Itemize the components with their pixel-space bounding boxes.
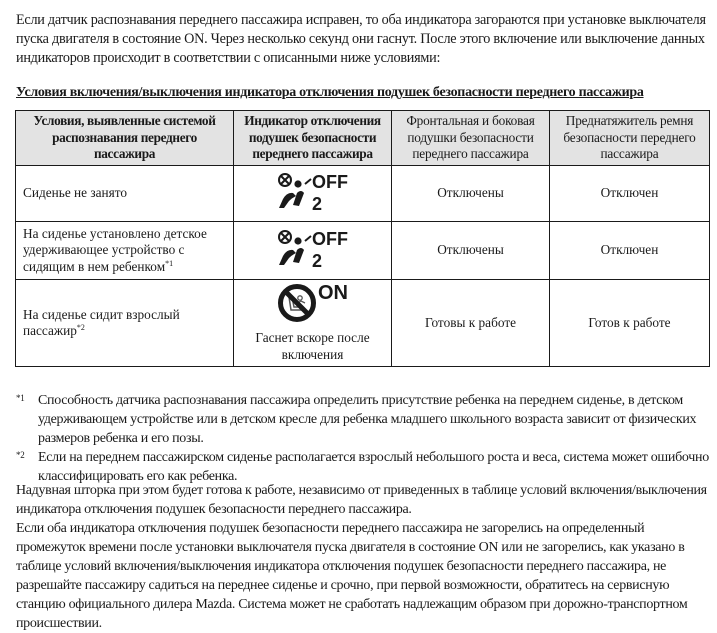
condition-cell (16, 222, 234, 280)
table-row (16, 222, 710, 280)
outro-section (16, 481, 710, 633)
intro-paragraph (16, 11, 708, 68)
airbags-cell: Отключены (392, 166, 550, 222)
header-conditions: Условия, выявленные системой распознавания переднего пассажира (16, 111, 234, 166)
condition-cell (16, 166, 234, 222)
condition-text: На сиденье сидит взрослый пассажир (23, 306, 180, 338)
condition-text: Сиденье не занято (23, 185, 128, 201)
intro-text: Если датчик распознавания переднего пассажира исправен, то оба индикатора загораются при установке выключателя пуска двигателя в состояние ON. Через несколько секунд они гаснут. После этого включение или выключение данных индикаторов происходит в соответствии с описанными ниже условиями: (16, 12, 706, 66)
pretensioner-cell: Отключен (550, 166, 710, 222)
child-seat-prohibited-icon (277, 283, 317, 323)
table-row (16, 166, 710, 222)
airbags-cell: Готовы к работе (392, 280, 550, 367)
condition-text: На сиденье установлено детское удерживающее устройство с сидящим в нем ребенком (23, 225, 207, 274)
footnote-ref: *2 (76, 323, 85, 332)
pretensioner-cell: Отключен (550, 222, 710, 280)
indicator-label: OFF (312, 229, 348, 250)
warning-paragraph: Если оба индикатора отключения подушек безопасности переднего пассажира не загорелись на определенный промежуток времени после установки выключателя пуска двигателя в состояние ON или не загорелись, как указано в таблице условий включения/выключения индикатора отключения подушек безопасности переднего пассажира, не разрешайте пассажиру садиться на переднее сиденье и срочно, при первой возможности, обратитесь на сервисную станцию официального дилера Mazda. Система может не сработать надлежащим образом при дорожно-транспортном происшествии. (16, 521, 688, 631)
table-header-row (16, 111, 710, 166)
footnotes (16, 391, 710, 486)
indicator-cell (234, 280, 392, 367)
airbag-off-icon (277, 229, 313, 267)
section-title: Условия включения/выключения индикатора отключения подушек безопасности переднего пассажира (16, 85, 644, 100)
airbags-cell: Отключены (392, 222, 550, 280)
indicator-label: ON (318, 281, 348, 304)
indicator-cell (234, 166, 392, 222)
airbag-off-icon (277, 172, 313, 210)
indicator-sub: 2 (312, 194, 323, 215)
header-pretensioner: Преднатяжитель ремня безопасности переднего пассажира (550, 111, 710, 166)
footnote-mark: *1 (16, 393, 25, 403)
header-indicator: Индикатор отключения подушек безопасности переднего пассажира (234, 111, 392, 166)
header-airbags: Фронтальная и боковая подушки безопасности переднего пассажира (392, 111, 550, 166)
footnote-text: Если на переднем пассажирском сиденье располагается взрослый небольшого роста и веса, система может ошибочно классифицировать его как ребенка. (38, 450, 709, 484)
indicator-sub: 2 (312, 251, 323, 272)
condition-cell (16, 280, 234, 367)
footnote-text: Способность датчика распознавания пассажира определить присутствие ребенка на переднем сиденье, в детском удерживающем устройстве или в детском кресле для ребенка младшего школьного возраста зависит от физических размеров ребенка и его позы. (38, 393, 697, 446)
indicator-cell (234, 222, 392, 280)
indicator-conditions-table (15, 110, 710, 367)
footnote-mark: *2 (16, 450, 25, 460)
indicator-label: OFF (312, 172, 348, 193)
footnote-1 (16, 391, 710, 448)
footnote-ref: *1 (165, 258, 174, 268)
table-row (16, 280, 710, 367)
pretensioner-cell: Готов к работе (550, 280, 710, 367)
indicator-note: Гаснет вскоре после включения (255, 330, 370, 362)
curtain-airbag-paragraph: Надувная шторка при этом будет готова к работе, независимо от приведенных в таблице условий включения/выключения индикатора отключения подушек безопасности переднего пассажира. (16, 483, 707, 517)
